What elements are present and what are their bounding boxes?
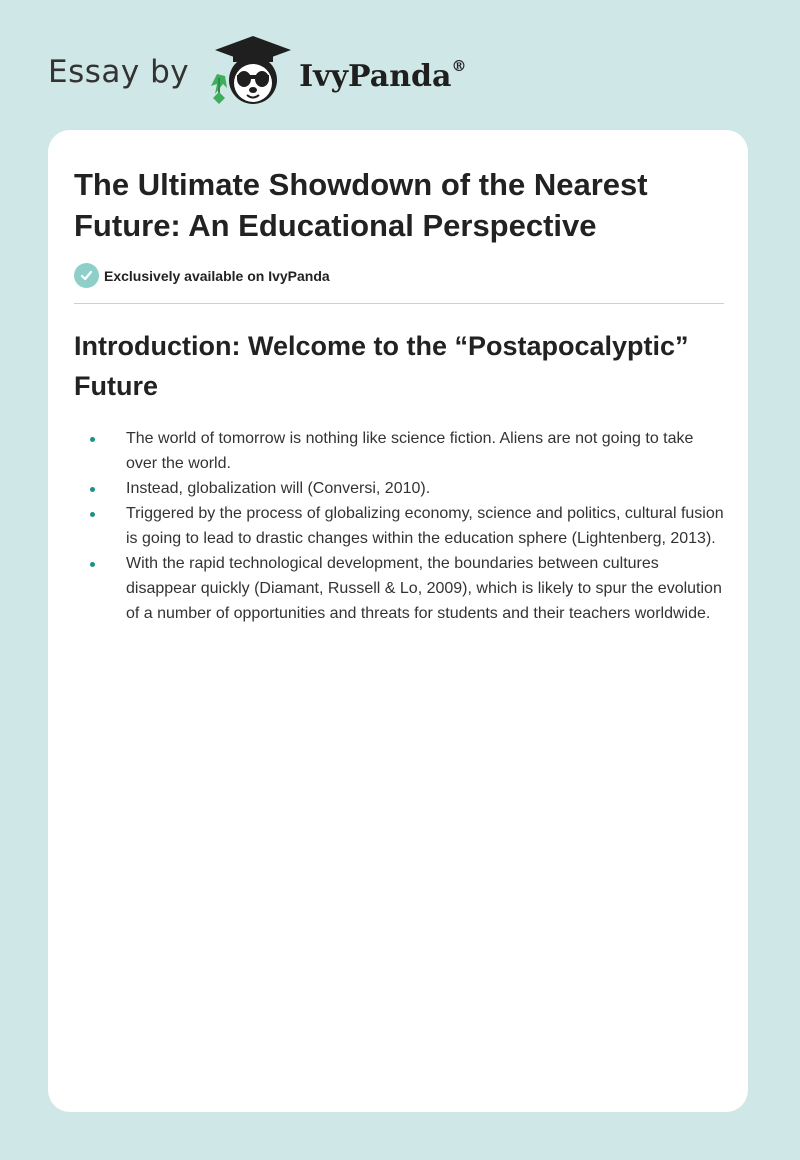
essay-card [48,130,748,1112]
list-item [74,426,724,476]
bullet-list [74,426,724,626]
panda-logo-icon[interactable] [203,34,295,110]
section-heading: Introduction: Welcome to the “Postapocalyptic” Future [74,331,689,401]
divider [74,303,724,304]
essay-title: The Ultimate Showdown of the Nearest Future: An Educational Perspective [74,167,648,243]
brand-label: IvyPanda [299,58,452,94]
exclusive-badge-text: Exclusively available on IvyPanda [104,267,330,284]
brand-name[interactable] [299,56,467,94]
list-item-text: Triggered by the process of globalizing economy, science and politics, cultural fusion is going to lead to drastic changes within the education sphere (Lightenberg, 2013). [126,505,724,547]
bullet-icon [90,487,95,492]
bullet-icon [90,437,95,442]
list-item [74,501,724,551]
list-item [74,476,724,501]
list-item [74,551,724,626]
bullet-icon [90,562,95,567]
essay-by-label: Essay by [48,54,190,90]
check-icon [74,263,99,288]
registered-mark: ® [451,56,467,75]
bullet-icon [90,512,95,517]
list-item-text: With the rapid technological development, the boundaries between cultures disappear quickly (Diamant, Russell & Lo, 2009), which is likely to spur the evolution of a number of opportunities and threats for students and their teachers worldwide. [126,555,722,622]
list-item-text: The world of tomorrow is nothing like science fiction. Aliens are not going to take over the world. [126,430,694,472]
site-header [48,34,568,110]
list-item-text: Instead, globalization will (Conversi, 2010). [126,480,431,497]
exclusive-badge [74,263,330,288]
